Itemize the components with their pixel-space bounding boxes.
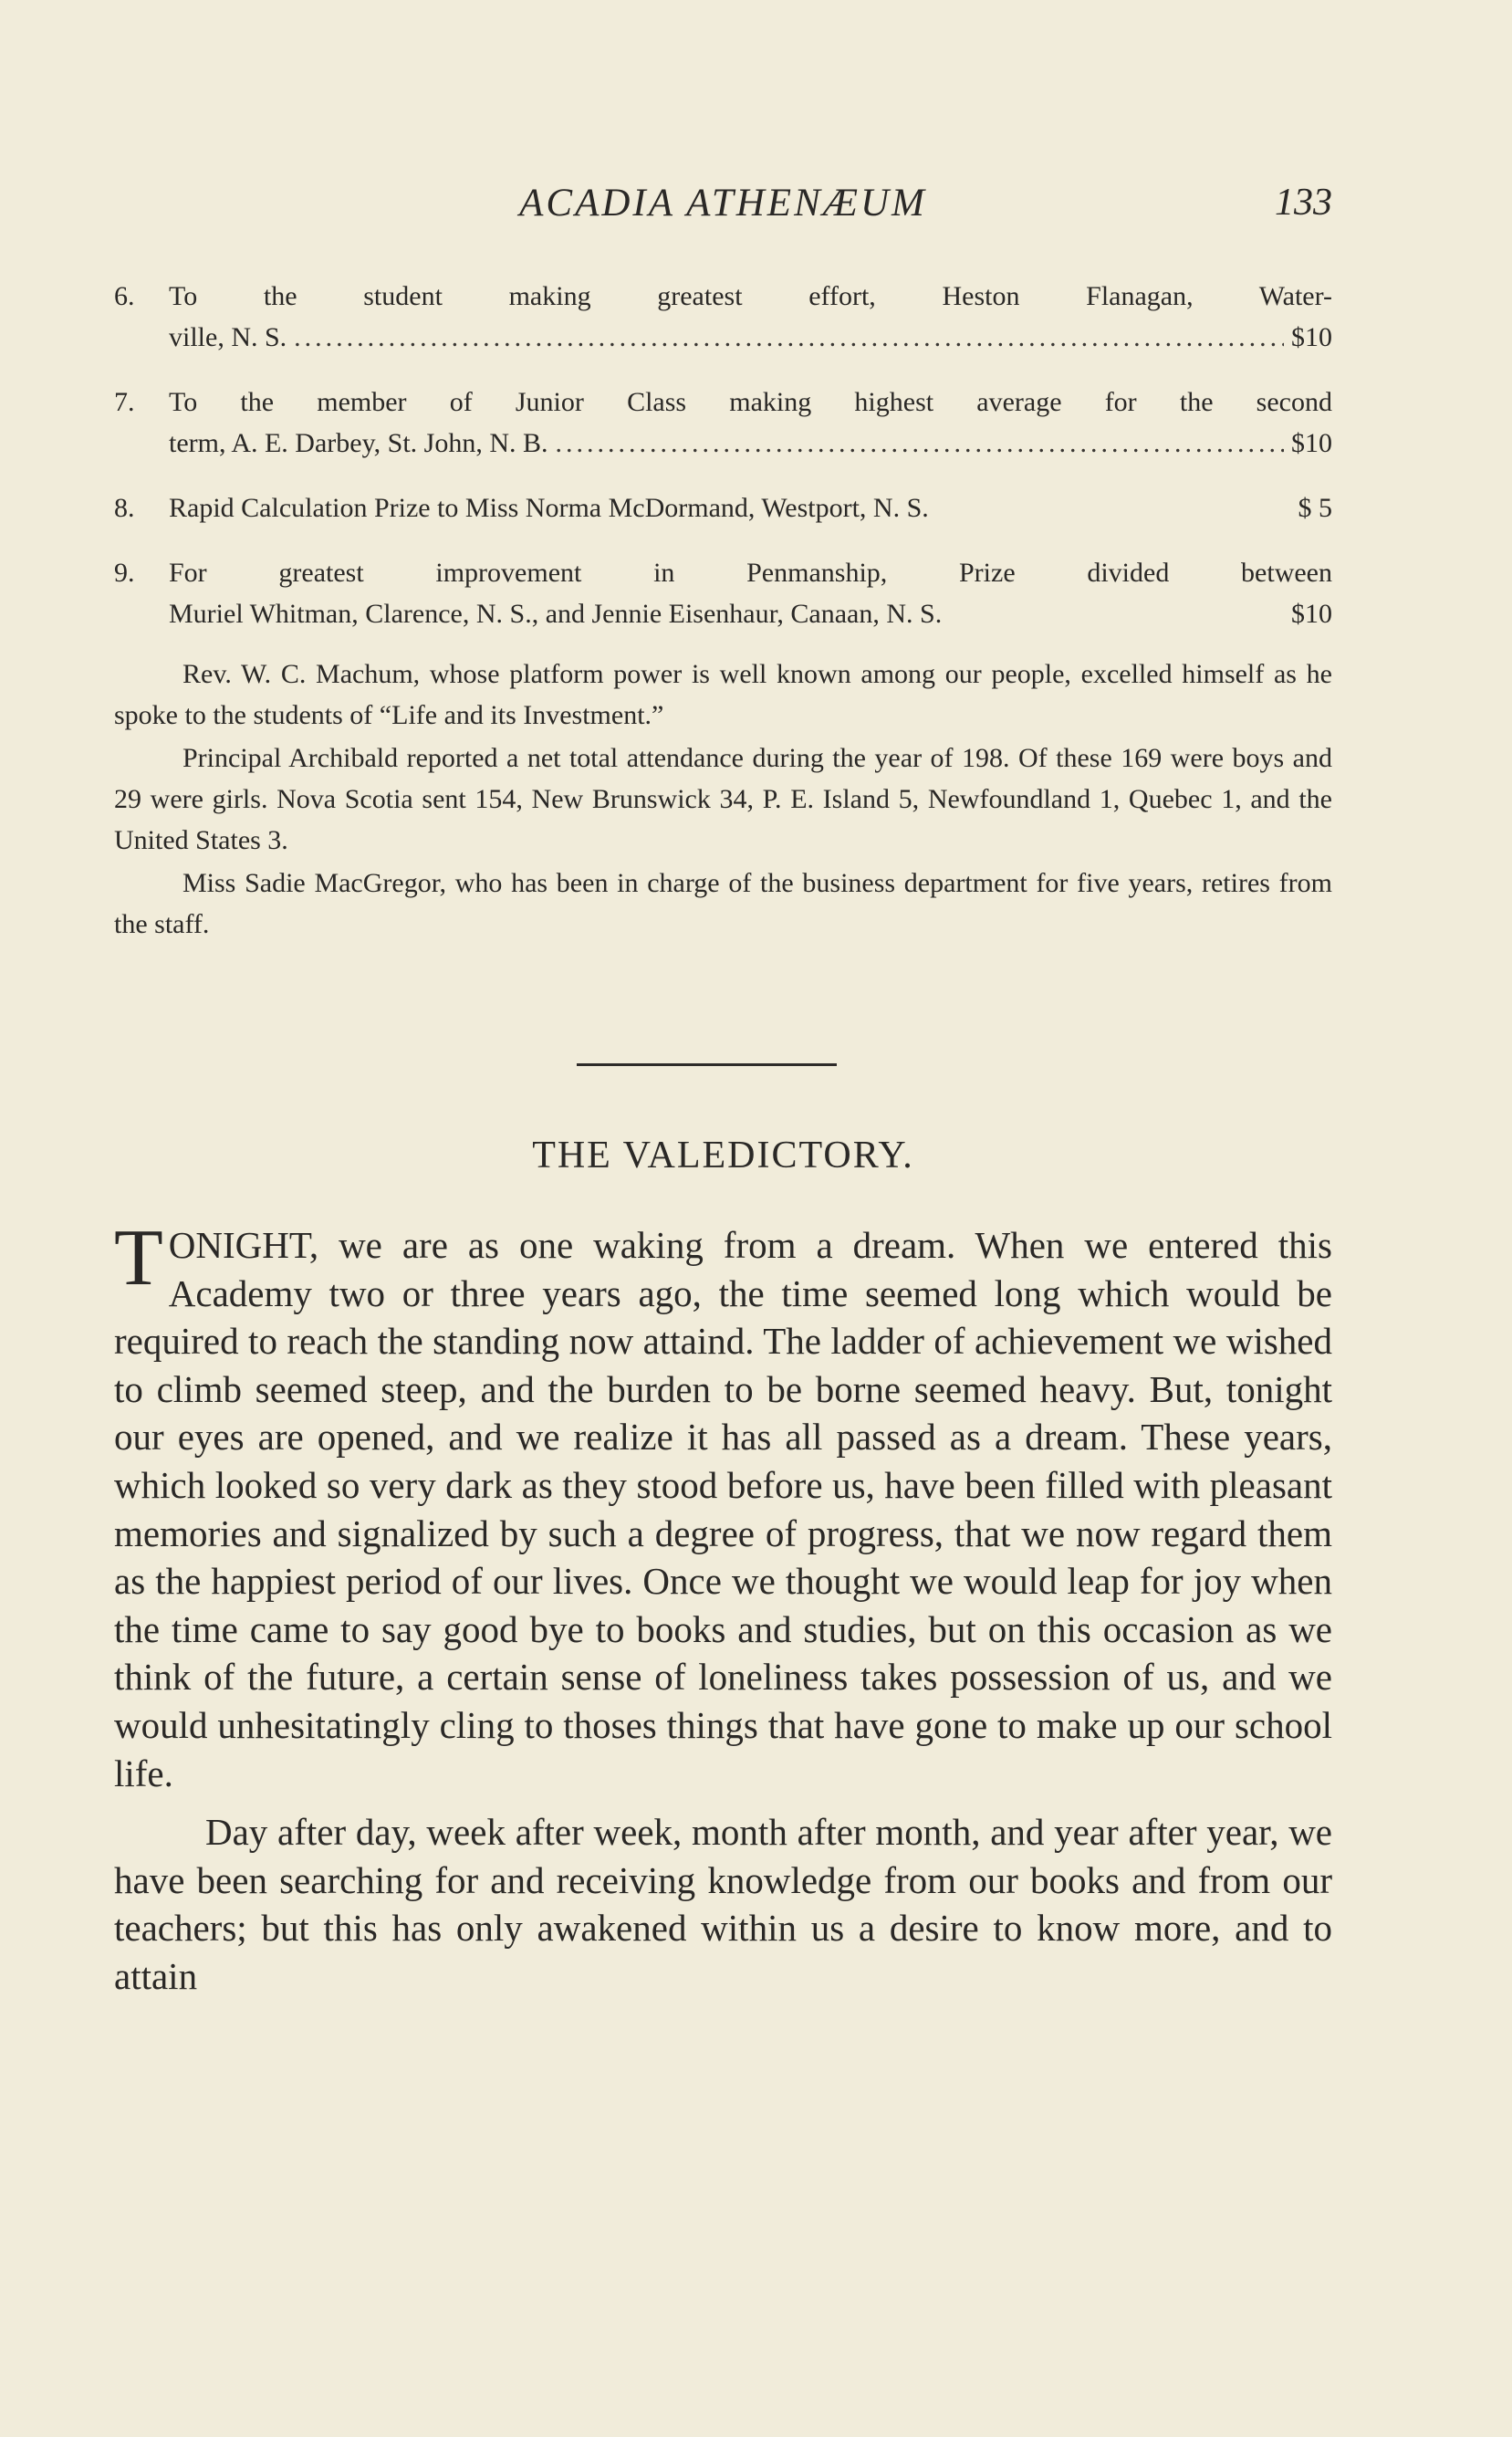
item-number: 7. (114, 387, 135, 417)
item-number: 6. (114, 281, 135, 311)
body-paragraph (114, 1214, 1332, 1797)
valedictory-text (114, 1214, 1332, 2001)
leader-dots (294, 317, 1284, 358)
note-paragraph: Principal Archibald reported a net total attendance during the year of 198. Of these 169 were boys and 29 were girls. Nova Scotia sent 154, New Brunswick 34, P. E. Island 5, Newfoundland 1, Quebec 1, and the United States 3. (114, 743, 1332, 855)
prize-item (114, 276, 1332, 358)
section-divider (577, 1063, 837, 1066)
item-amount: $10 (1291, 428, 1332, 458)
page-number: 133 (1275, 182, 1332, 224)
item-text-line: For greatest improvement in Penmanship, Prize divided between (169, 558, 1332, 588)
item-text-line: To the member of Junior Class making highest average for the second (169, 387, 1332, 417)
item-number: 8. (114, 493, 135, 523)
item-text-line: To the student making greatest effort, Heston Flanagan, Water- (169, 281, 1332, 311)
item-text-line: ville, N. S. (169, 322, 287, 352)
note-paragraph: Rev. W. C. Machum, whose platform power is well known among our people, excelled himself as he spoke to the students of “Life and its Investment.” (114, 659, 1332, 730)
prize-list (114, 276, 1332, 658)
section-title: THE VALEDICTORY. (532, 1135, 914, 1177)
prize-item (114, 552, 1332, 634)
item-text-line: term, A. E. Darbey, St. John, N. B. (169, 428, 548, 458)
page-header (114, 181, 1332, 235)
note-paragraph: Miss Sadie MacGregor, who has been in charge of the business department for five years, retires from the staff. (114, 868, 1332, 939)
item-amount: $10 (1291, 322, 1332, 352)
item-text-line: Rapid Calculation Prize to Miss Norma McDormand, Westport, N. S. (169, 493, 929, 523)
prize-item (114, 487, 1332, 528)
notes-section (114, 654, 1332, 947)
drop-cap: T (114, 1214, 163, 1302)
item-number: 9. (114, 558, 135, 588)
running-title: ACADIA ATHENÆUM (519, 182, 927, 225)
leader-dots (556, 423, 1284, 464)
body-paragraph: Day after day, week after week, month after month, and year after year, we have been searching for and receiving knowledge from our books and from our teachers; but this has only awakened within us a desire to know more, and to attain (114, 1811, 1332, 1997)
item-text-line: Muriel Whitman, Clarence, N. S., and Jennie Eisenhaur, Canaan, N. S. (169, 599, 943, 629)
item-amount: $ 5 (1298, 493, 1332, 523)
paragraph-text: ONIGHT, we are as one waking from a dream. When we entered this Academy two or three years ago, the time seemed long which would be required to reach the standing now attaind. The ladder of achievement we wished to climb seemed steep, and the burden to be borne seemed heavy. But, tonight our eyes are opened, and we realize it has all passed as a dream. These years, which looked so very dark as they stood before us, have been filled with pleasant memories and signalized by such a degree of progress, that we now regard them as the happiest period of our lives. Once we thought we would leap for joy when the time came to say good bye to books and studies, but on this occasion as we think of the future, a certain sense of loneliness takes possession of us, and we would unhesitatingly cling to thoses things that have gone to make up our school life. (114, 1224, 1332, 1794)
item-amount: $10 (1291, 599, 1332, 629)
prize-item (114, 382, 1332, 464)
